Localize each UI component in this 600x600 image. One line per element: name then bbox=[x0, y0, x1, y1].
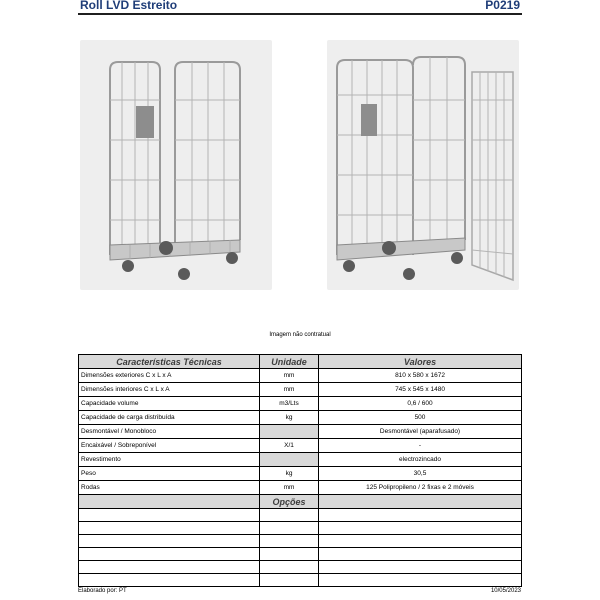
options-cell bbox=[79, 561, 260, 574]
options-cell bbox=[79, 509, 260, 522]
options-spacer-left bbox=[79, 495, 260, 509]
table-header-row bbox=[79, 355, 522, 369]
table-row bbox=[79, 439, 522, 453]
row-label: Dimensões exteriores C x L x A bbox=[79, 369, 260, 383]
row-unit: mm bbox=[260, 481, 319, 495]
row-label: Desmontável / Monobloco bbox=[79, 425, 260, 439]
options-cell bbox=[319, 535, 522, 548]
table-row bbox=[79, 369, 522, 383]
row-label: Revestimento bbox=[79, 453, 260, 467]
image-disclaimer: Imagem não contratual bbox=[269, 332, 331, 338]
options-row bbox=[79, 535, 522, 548]
technical-specs-table bbox=[78, 354, 522, 587]
options-cell bbox=[319, 548, 522, 561]
options-cell bbox=[319, 522, 522, 535]
table-row bbox=[79, 425, 522, 439]
options-cell bbox=[260, 509, 319, 522]
options-header-row bbox=[79, 495, 522, 509]
row-value: electrozincado bbox=[319, 453, 522, 467]
date-footer: 10/05/2023 bbox=[490, 588, 521, 594]
row-label: Capacidade volume bbox=[79, 397, 260, 411]
row-label: Capacidade de carga distribuída bbox=[79, 411, 260, 425]
row-unit: m3/Lts bbox=[260, 397, 319, 411]
header-values: Valores bbox=[319, 355, 522, 369]
row-value: 30,5 bbox=[319, 467, 522, 481]
options-row bbox=[79, 574, 522, 587]
options-cell bbox=[79, 548, 260, 561]
options-cell bbox=[260, 561, 319, 574]
product-image-open bbox=[327, 40, 519, 290]
row-label: Peso bbox=[79, 467, 260, 481]
header-unit: Unidade bbox=[260, 355, 319, 369]
row-label: Rodas bbox=[79, 481, 260, 495]
row-value: 0,6 / 600 bbox=[319, 397, 522, 411]
options-cell bbox=[319, 561, 522, 574]
table-row bbox=[79, 397, 522, 411]
options-cell bbox=[79, 574, 260, 587]
row-value: - bbox=[319, 439, 522, 453]
options-header: Opções bbox=[260, 495, 319, 509]
options-cell bbox=[319, 574, 522, 587]
row-label: Encaixável / Sobreponível bbox=[79, 439, 260, 453]
table-row bbox=[79, 383, 522, 397]
roll-cage-closed-illustration bbox=[80, 40, 272, 290]
row-unit: kg bbox=[260, 467, 319, 481]
options-cell bbox=[79, 522, 260, 535]
table-row bbox=[79, 453, 522, 467]
header-rule bbox=[78, 13, 522, 15]
row-value: 810 x 580 x 1672 bbox=[319, 369, 522, 383]
options-cell bbox=[260, 535, 319, 548]
row-value: 745 x 545 x 1480 bbox=[319, 383, 522, 397]
document-title: Roll LVD Estreito bbox=[80, 0, 178, 12]
options-cell bbox=[79, 535, 260, 548]
product-image-closed bbox=[80, 40, 272, 290]
row-value: 500 bbox=[319, 411, 522, 425]
row-unit: mm bbox=[260, 383, 319, 397]
table-row bbox=[79, 481, 522, 495]
header-characteristics: Características Técnicas bbox=[79, 355, 260, 369]
options-row bbox=[79, 509, 522, 522]
row-unit bbox=[260, 453, 319, 467]
options-row bbox=[79, 522, 522, 535]
table-row bbox=[79, 411, 522, 425]
options-cell bbox=[260, 522, 319, 535]
table-row bbox=[79, 467, 522, 481]
options-cell bbox=[260, 548, 319, 561]
row-value: 125 Polipropileno / 2 fixas e 2 móveis bbox=[319, 481, 522, 495]
options-cell bbox=[319, 509, 522, 522]
row-unit: mm bbox=[260, 369, 319, 383]
product-code: P0219 bbox=[485, 0, 520, 12]
row-unit: kg bbox=[260, 411, 319, 425]
row-unit bbox=[260, 425, 319, 439]
options-row bbox=[79, 561, 522, 574]
options-row bbox=[79, 548, 522, 561]
roll-cage-open-illustration bbox=[327, 40, 519, 290]
options-cell bbox=[260, 574, 319, 587]
row-unit: X/1 bbox=[260, 439, 319, 453]
options-spacer-right bbox=[319, 495, 522, 509]
row-label: Dimensões interiores C x L x A bbox=[79, 383, 260, 397]
row-value: Desmontável (aparafusado) bbox=[319, 425, 522, 439]
author-footer: Elaborado por: PT bbox=[78, 588, 127, 594]
document-header bbox=[78, 0, 522, 15]
